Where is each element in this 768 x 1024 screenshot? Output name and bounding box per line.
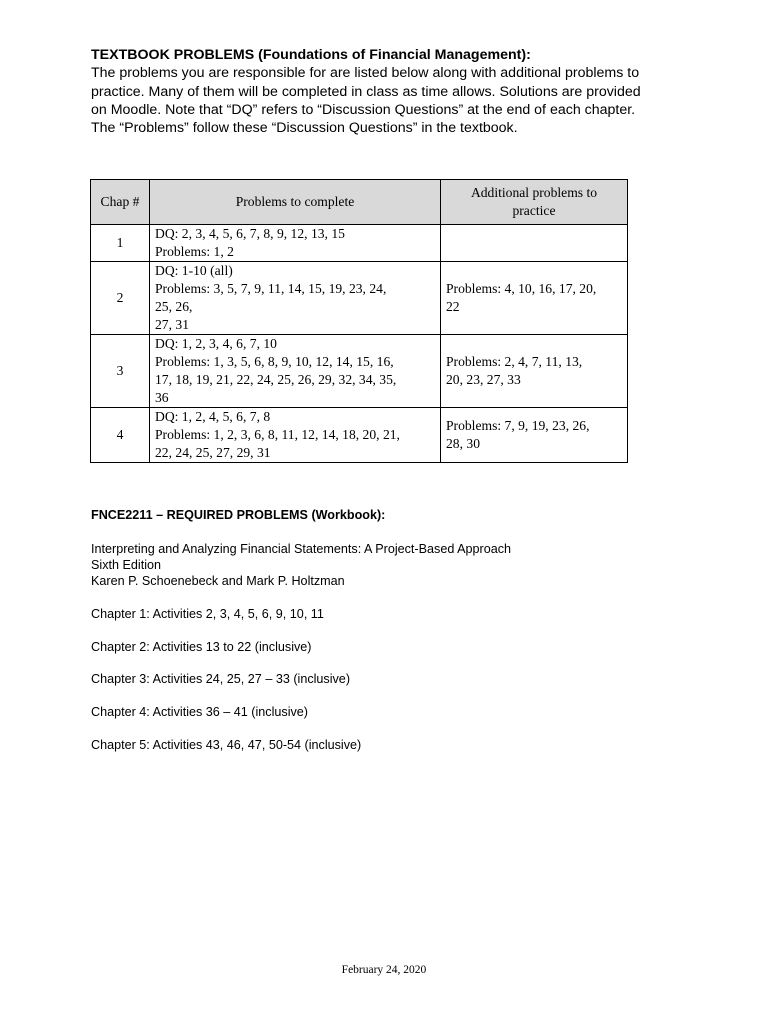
header-additional-problems (441, 180, 628, 225)
intro-text-line: The problems you are responsible for are listed below along with additional problems to (91, 65, 640, 81)
problems-cell (150, 225, 441, 262)
section-title-required-problems: FNCE2211 – REQUIRED PROBLEMS (Workbook): (91, 508, 386, 522)
chapter-number: 4 (91, 408, 150, 463)
section-title-textbook-problems: TEXTBOOK PROBLEMS (Foundations of Financial Management): (91, 47, 531, 63)
problems-cell (150, 262, 441, 335)
chapter-activities: Chapter 1: Activities 2, 3, 4, 5, 6, 9, 10, 11 (91, 607, 324, 621)
table-row (91, 262, 628, 335)
problems-line: 22, 24, 25, 27, 29, 31 (155, 445, 271, 460)
additional-cell (441, 262, 628, 335)
problems-line: 25, 26, (155, 299, 193, 314)
chapter-activities: Chapter 5: Activities 43, 46, 47, 50-54 (inclusive) (91, 738, 362, 752)
chapter-activities: Chapter 3: Activities 24, 25, 27 – 33 (inclusive) (91, 672, 351, 686)
additional-line: Problems: 7, 9, 19, 23, 26, (446, 418, 590, 433)
problems-line: Problems: 1, 3, 5, 6, 8, 9, 10, 12, 14, 15, 16, (155, 354, 394, 369)
problems-line: Problems: 1, 2 (155, 244, 234, 259)
problems-cell (150, 335, 441, 408)
problems-line: DQ: 2, 3, 4, 5, 6, 7, 8, 9, 12, 13, 15 (155, 226, 345, 241)
additional-line: 28, 30 (446, 436, 480, 451)
problems-line: 27, 31 (155, 317, 189, 332)
header-problems-to-complete: Problems to complete (150, 180, 441, 225)
additional-line: 20, 23, 27, 33 (446, 372, 521, 387)
additional-line: 22 (446, 299, 460, 314)
footer-date: February 24, 2020 (341, 964, 427, 976)
intro-text-line: practice. Many of them will be completed in class as time allows. Solutions are provided (91, 84, 641, 100)
table-row (91, 225, 628, 262)
header-additional-line: practice (512, 203, 556, 218)
additional-cell (441, 225, 628, 262)
header-additional-line: Additional problems to (470, 185, 598, 200)
table-row (91, 408, 628, 463)
problems-line: DQ: 1-10 (all) (155, 263, 233, 278)
problems-line: DQ: 1, 2, 4, 5, 6, 7, 8 (155, 409, 271, 424)
chapter-activities: Chapter 2: Activities 13 to 22 (inclusive) (91, 640, 312, 654)
chapter-activities: Chapter 4: Activities 36 – 41 (inclusive) (91, 705, 308, 719)
problems-line: 17, 18, 19, 21, 22, 24, 25, 26, 29, 32, 34, 35, (155, 372, 397, 387)
problems-line: 36 (155, 390, 169, 405)
chapter-number: 1 (91, 225, 150, 262)
problems-cell (150, 408, 441, 463)
workbook-edition: Sixth Edition (91, 558, 162, 572)
textbook-problems-table (90, 179, 628, 463)
intro-text-line: on Moodle. Note that “DQ” refers to “Discussion Questions” at the end of each chapter. (91, 102, 636, 118)
header-chap: Chap # (91, 180, 150, 225)
problems-line: Problems: 1, 2, 3, 6, 8, 11, 12, 14, 18, 20, 21, (155, 427, 400, 442)
problems-line: DQ: 1, 2, 3, 4, 6, 7, 10 (155, 336, 277, 351)
additional-line: Problems: 4, 10, 16, 17, 20, (446, 281, 597, 296)
table-header-row (91, 180, 628, 225)
additional-cell (441, 408, 628, 463)
additional-line: Problems: 2, 4, 7, 11, 13, (446, 354, 583, 369)
problems-line: Problems: 3, 5, 7, 9, 11, 14, 15, 19, 23, 24, (155, 281, 387, 296)
workbook-authors: Karen P. Schoenebeck and Mark P. Holtzman (91, 574, 345, 588)
chapter-number: 2 (91, 262, 150, 335)
additional-cell (441, 335, 628, 408)
workbook-title: Interpreting and Analyzing Financial Statements: A Project-Based Approach (91, 542, 512, 556)
intro-text-line: The “Problems” follow these “Discussion Questions” in the textbook. (91, 120, 518, 136)
table-row (91, 335, 628, 408)
chapter-number: 3 (91, 335, 150, 408)
